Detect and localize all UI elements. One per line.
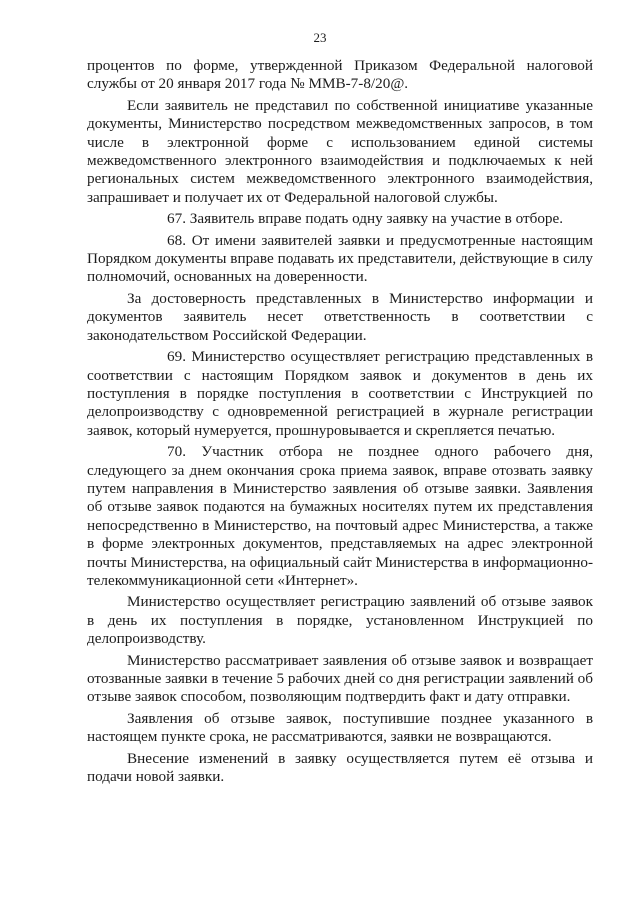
item-number: 69. <box>167 348 186 366</box>
paragraph: Внесение изменений в заявку осуществляется путем её отзыва и подачи новой заявки. <box>87 749 593 786</box>
item-number: 67. <box>167 210 186 228</box>
numbered-paragraph-69 <box>87 348 593 440</box>
paragraph-text: От имени заявителей заявки и предусмотренные настоящим Порядком документы вправе подавать их представители, действующие в силу полномочий, основанных на доверенности. <box>87 231 594 286</box>
paragraph-text: Заявитель вправе подать одну заявку на участие в отборе. <box>189 210 564 228</box>
item-number: 70. <box>167 443 186 461</box>
document-body <box>87 57 593 789</box>
paragraph: Заявления об отзыве заявок, поступившие позднее указанного в настоящем пункте срока, не рассматриваются, заявки не возвращаются. <box>87 709 593 746</box>
numbered-paragraph-68 <box>87 232 593 287</box>
paragraph: Министерство рассматривает заявления об отзыве заявок и возвращает отозванные заявки в течение 5 рабочих дней со дня регистрации заявлений об отзыве заявок способом, позволяющим подтвердить факт и дату отправки. <box>87 651 593 706</box>
paragraph: За достоверность представленных в Министерство информации и документов заявитель несет ответственность в соответствии с законодательством Российской Федерации. <box>87 289 593 344</box>
paragraph: Если заявитель не представил по собственной инициативе указанные документы, Министерство посредством межведомственных запросов, в том числе в электронной форме с использованием единой системы межведомственного электронного взаимодействия и подключаемых к ней региональных систем межведомственного электронного взаимодействия, запрашивает и получает их от Федеральной налоговой службы. <box>87 96 593 206</box>
paragraph: Министерство осуществляет регистрацию заявлений об отзыве заявок в день их поступления в порядке, установленном Инструкцией по делопроизводству. <box>87 593 593 648</box>
item-number: 68. <box>167 231 186 249</box>
numbered-paragraph-67 <box>87 210 593 228</box>
paragraph-continuation: процентов по форме, утвержденной Приказом Федеральной налоговой службы от 20 января 2017 года № ММВ-7-8/20@. <box>87 57 593 93</box>
paragraph-text: Участник отбора не позднее одного рабочего дня, следующего за днем окончания срока приема заявок, вправе отозвать заявку путем направления в Министерство заявления об отзыве заявки. Заявления об отзыве заявок подаются на бумажных носителях путем их представления непосредственно в Министерство, на почтовый адрес Министерства, а также в форме электронных документов, представляемых на адрес электронной почты Министерства, на официальный сайт Министерства в информационно-телекоммуникационной сети «Интернет». <box>87 443 594 589</box>
paragraph-text: Министерство осуществляет регистрацию представленных в соответствии с настоящим Порядком заявок и документов в день их поступления в порядке поступления в соответствии с Инструкцией по делопроизводству с одновременной регистрацией в журнале регистрации заявок, который нумеруется, прошнуровывается и скрепляется печатью. <box>87 348 593 439</box>
page-number: 23 <box>313 30 327 45</box>
numbered-paragraph-70 <box>87 443 593 590</box>
